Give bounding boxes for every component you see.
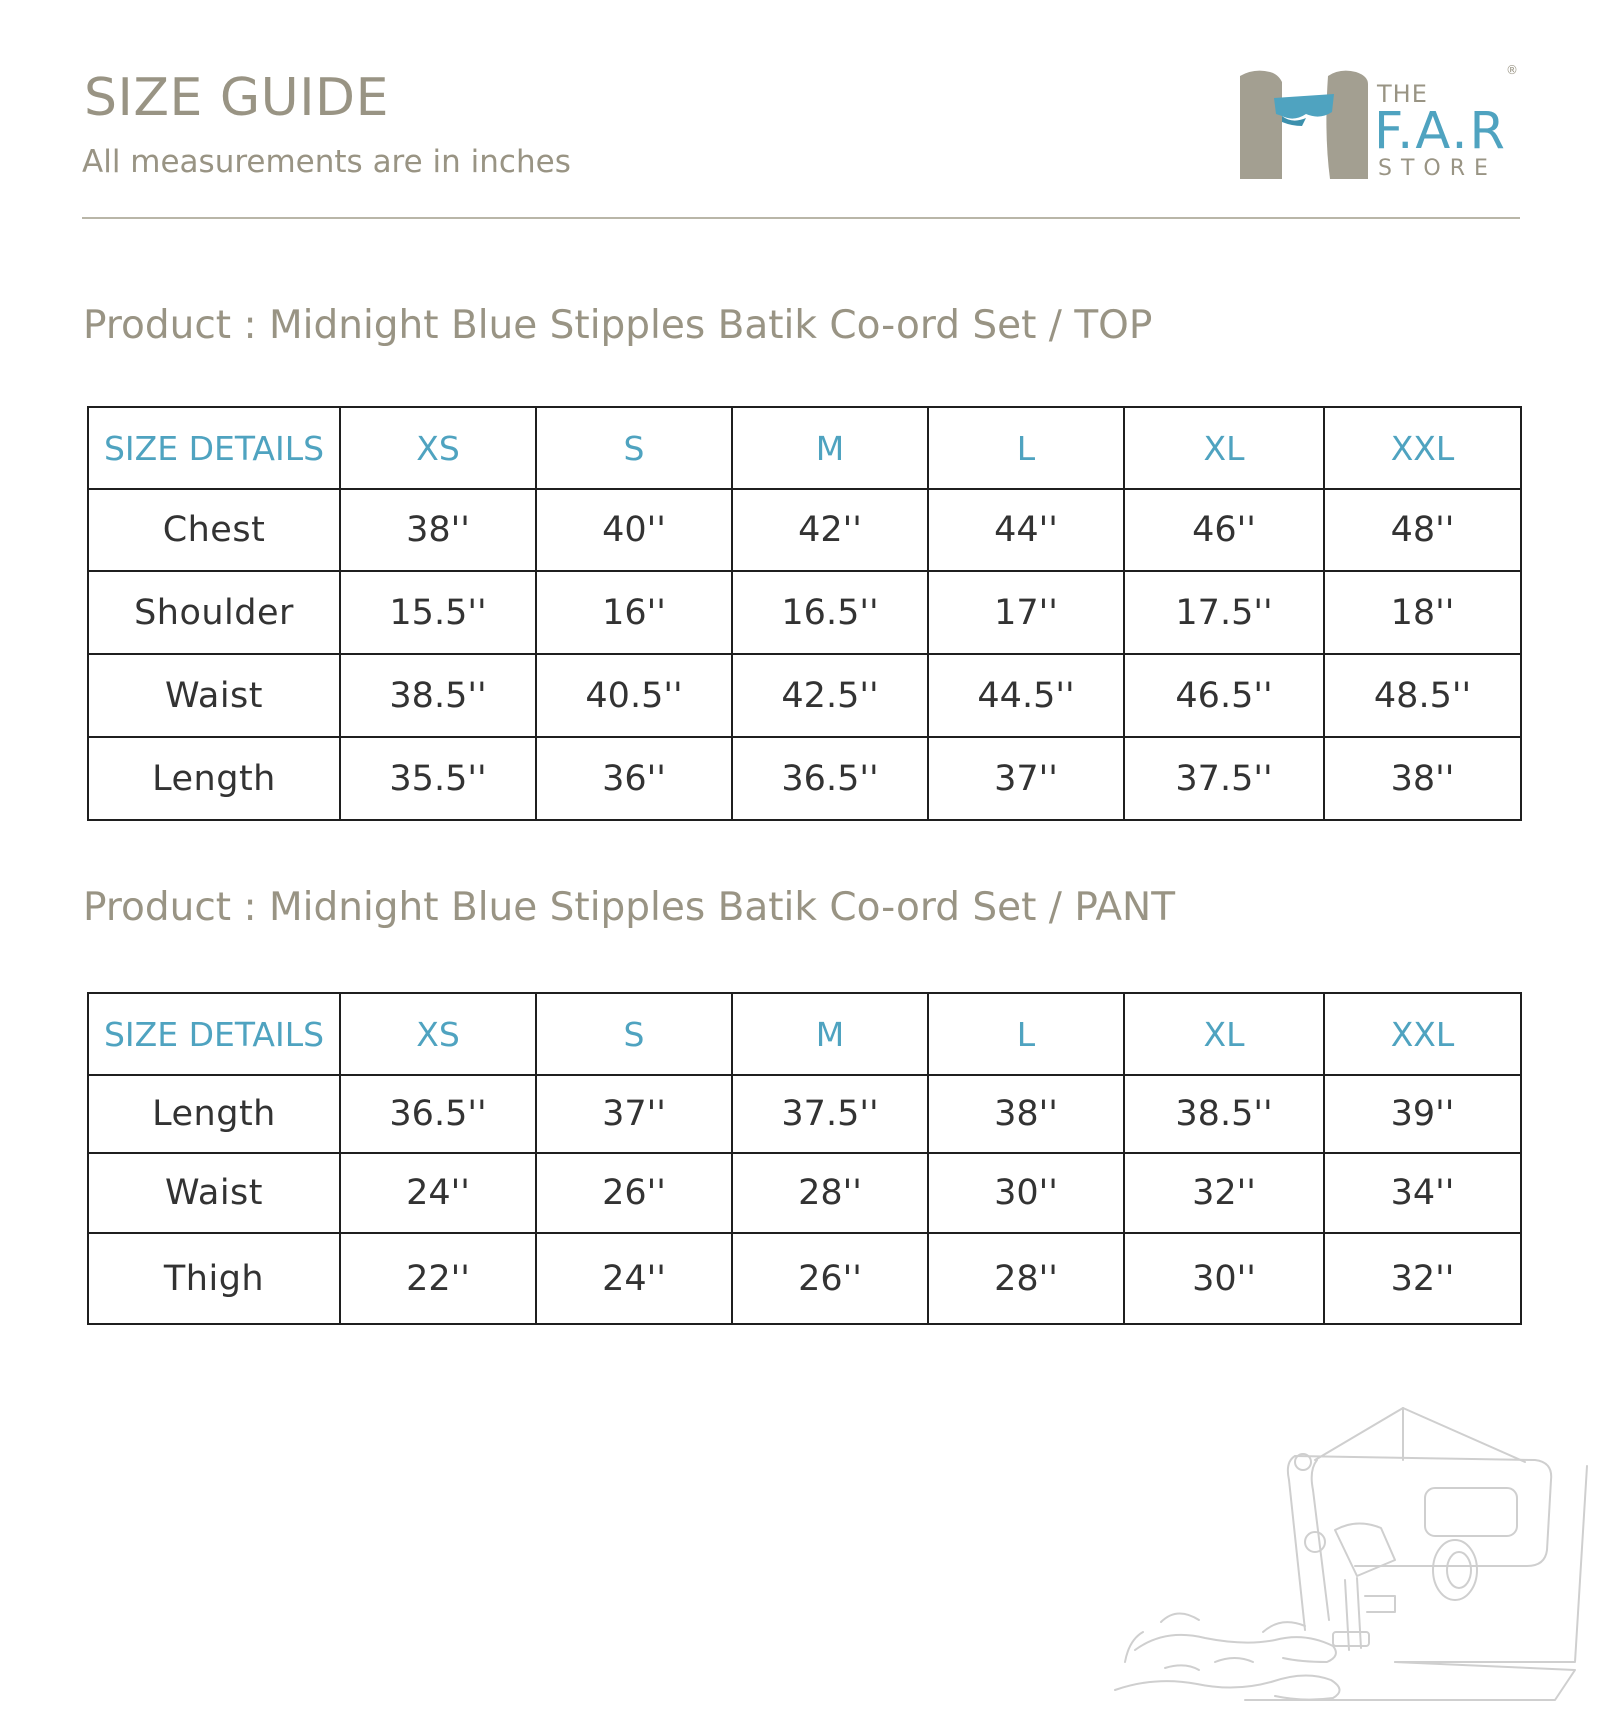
- table-row: [88, 571, 1521, 654]
- table-cell: 36'': [536, 737, 732, 820]
- column-header: M: [732, 993, 928, 1075]
- table-cell: 48.5'': [1324, 654, 1521, 737]
- row-label: Thigh: [88, 1233, 340, 1324]
- table-cell: 40'': [536, 489, 732, 571]
- table-cell: 16.5'': [732, 571, 928, 654]
- table-cell: 44.5'': [928, 654, 1124, 737]
- table-cell: 37.5'': [1124, 737, 1324, 820]
- table-cell: 35.5'': [340, 737, 536, 820]
- table-cell: 38.5'': [340, 654, 536, 737]
- table-cell: 40.5'': [536, 654, 732, 737]
- table-cell: 37'': [536, 1075, 732, 1153]
- table-cell: 24'': [536, 1233, 732, 1324]
- row-label: Chest: [88, 489, 340, 571]
- table-cell: 26'': [732, 1233, 928, 1324]
- header-divider: [82, 217, 1520, 219]
- row-label: Length: [88, 1075, 340, 1153]
- table-cell: 28'': [928, 1233, 1124, 1324]
- table-row: [88, 737, 1521, 820]
- page-subtitle: All measurements are in inches: [82, 144, 571, 180]
- table-cell: 46'': [1124, 489, 1324, 571]
- column-header: XS: [340, 993, 536, 1075]
- column-header: L: [928, 407, 1124, 489]
- row-label: Waist: [88, 654, 340, 737]
- column-header: SIZE DETAILS: [88, 993, 340, 1075]
- size-table-top: [87, 406, 1522, 821]
- column-header: L: [928, 993, 1124, 1075]
- column-header: XXL: [1324, 993, 1521, 1075]
- table-cell: 36.5'': [340, 1075, 536, 1153]
- logo-the: THE: [1377, 80, 1428, 108]
- logo-mark-icon: [1236, 64, 1376, 184]
- product-heading-pant: Product : Midnight Blue Stipples Batik Co-ord Set / PANT: [83, 885, 1176, 930]
- row-label: Waist: [88, 1153, 340, 1233]
- column-header: XL: [1124, 407, 1324, 489]
- column-header: S: [536, 993, 732, 1075]
- table-cell: 18'': [1324, 571, 1521, 654]
- table-cell: 16'': [536, 571, 732, 654]
- table-cell: 44'': [928, 489, 1124, 571]
- logo-store: STORE: [1378, 156, 1497, 181]
- table-cell: 28'': [732, 1153, 928, 1233]
- table-cell: 22'': [340, 1233, 536, 1324]
- table-header-row: [88, 993, 1521, 1075]
- table-cell: 37.5'': [732, 1075, 928, 1153]
- column-header: XS: [340, 407, 536, 489]
- row-label: Length: [88, 737, 340, 820]
- table-cell: 42.5'': [732, 654, 928, 737]
- column-header: XXL: [1324, 407, 1521, 489]
- table-row: [88, 489, 1521, 571]
- column-header: SIZE DETAILS: [88, 407, 340, 489]
- table-cell: 26'': [536, 1153, 732, 1233]
- registered-mark: ®: [1506, 63, 1518, 77]
- table-cell: 32'': [1324, 1233, 1521, 1324]
- table-cell: 32'': [1124, 1153, 1324, 1233]
- table-cell: 17.5'': [1124, 571, 1324, 654]
- table-row: [88, 1153, 1521, 1233]
- table-cell: 38'': [340, 489, 536, 571]
- table-cell: 48'': [1324, 489, 1521, 571]
- page-title: SIZE GUIDE: [84, 68, 389, 128]
- table-row: [88, 654, 1521, 737]
- far-store-logo: [1236, 64, 1528, 184]
- table-header-row: [88, 407, 1521, 489]
- table-row: [88, 1233, 1521, 1324]
- table-cell: 42'': [732, 489, 928, 571]
- row-label: Shoulder: [88, 571, 340, 654]
- logo-far: F.A.R: [1374, 102, 1507, 161]
- sewing-machine-illustration: [1095, 1400, 1590, 1705]
- column-header: S: [536, 407, 732, 489]
- table-cell: 17'': [928, 571, 1124, 654]
- column-header: XL: [1124, 993, 1324, 1075]
- table-cell: 38.5'': [1124, 1075, 1324, 1153]
- table-cell: 24'': [340, 1153, 536, 1233]
- table-row: [88, 1075, 1521, 1153]
- size-table-pant: [87, 992, 1522, 1325]
- table-cell: 46.5'': [1124, 654, 1324, 737]
- table-cell: 37'': [928, 737, 1124, 820]
- table-cell: 39'': [1324, 1075, 1521, 1153]
- column-header: M: [732, 407, 928, 489]
- table-cell: 15.5'': [340, 571, 536, 654]
- table-cell: 30'': [1124, 1233, 1324, 1324]
- table-cell: 34'': [1324, 1153, 1521, 1233]
- table-cell: 38'': [928, 1075, 1124, 1153]
- table-cell: 36.5'': [732, 737, 928, 820]
- table-cell: 30'': [928, 1153, 1124, 1233]
- product-heading-top: Product : Midnight Blue Stipples Batik Co-ord Set / TOP: [83, 303, 1153, 348]
- table-cell: 38'': [1324, 737, 1521, 820]
